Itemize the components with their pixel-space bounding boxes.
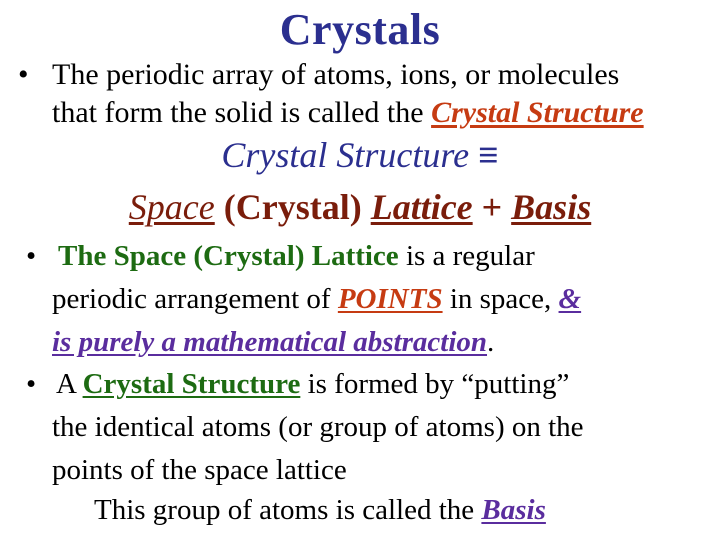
bullet-marker: • — [18, 58, 29, 91]
bullet-marker: • — [26, 240, 37, 272]
formula-line2 — [0, 186, 720, 228]
bullet-marker: • — [26, 368, 37, 400]
bullet2-line3 — [52, 326, 494, 359]
bullet1-line1: The periodic array of atoms, ions, or molecules — [52, 58, 620, 91]
bullet1-line2 — [52, 96, 644, 130]
slide-title: Crystals — [279, 5, 441, 54]
formula-plus: + — [472, 187, 512, 227]
bullet3-line4 — [94, 494, 546, 527]
ampersand: & — [558, 283, 582, 315]
bullet3-prefix: A — [56, 368, 83, 400]
bullet3-line1 — [56, 368, 569, 401]
basis-term: Basis — [481, 494, 546, 526]
bullet2-line2-text: periodic arrangement of — [52, 283, 338, 315]
bullet3-line2: the identical atoms (or group of atoms) on the — [52, 411, 584, 443]
bullet2-line3-end: . — [487, 326, 495, 358]
bullet1-line2-text: that form the solid is called the — [52, 96, 432, 129]
abstraction-phrase: is purely a mathematical abstraction — [52, 326, 488, 358]
bullet2-line1-text: is a regular — [398, 240, 535, 272]
points-term: POINTS — [337, 283, 443, 315]
equiv-symbol: ≡ — [478, 135, 499, 175]
formula-space: Space — [128, 187, 215, 227]
space-lattice-term: The Space (Crystal) Lattice — [58, 240, 399, 272]
bullet3-line3: points of the space lattice — [52, 454, 347, 486]
formula-lattice: Lattice — [370, 187, 473, 227]
bullet3-line1-text: is formed by “putting” — [300, 368, 570, 400]
crystal-structure-term-2: Crystal Structure — [82, 368, 301, 400]
crystal-structure-term: Crystal Structure — [431, 96, 644, 129]
formula-lhs: Crystal Structure — [221, 135, 470, 175]
bullet2-line2-mid: in space, — [442, 283, 559, 315]
formula-crystal: (Crystal) — [214, 187, 371, 227]
formula-basis: Basis — [511, 187, 592, 227]
bullet2-line2 — [52, 283, 581, 316]
bullet2-line1 — [58, 240, 535, 273]
bullet3-line4-text: This group of atoms is called the — [94, 494, 482, 526]
formula-line1 — [0, 134, 720, 176]
